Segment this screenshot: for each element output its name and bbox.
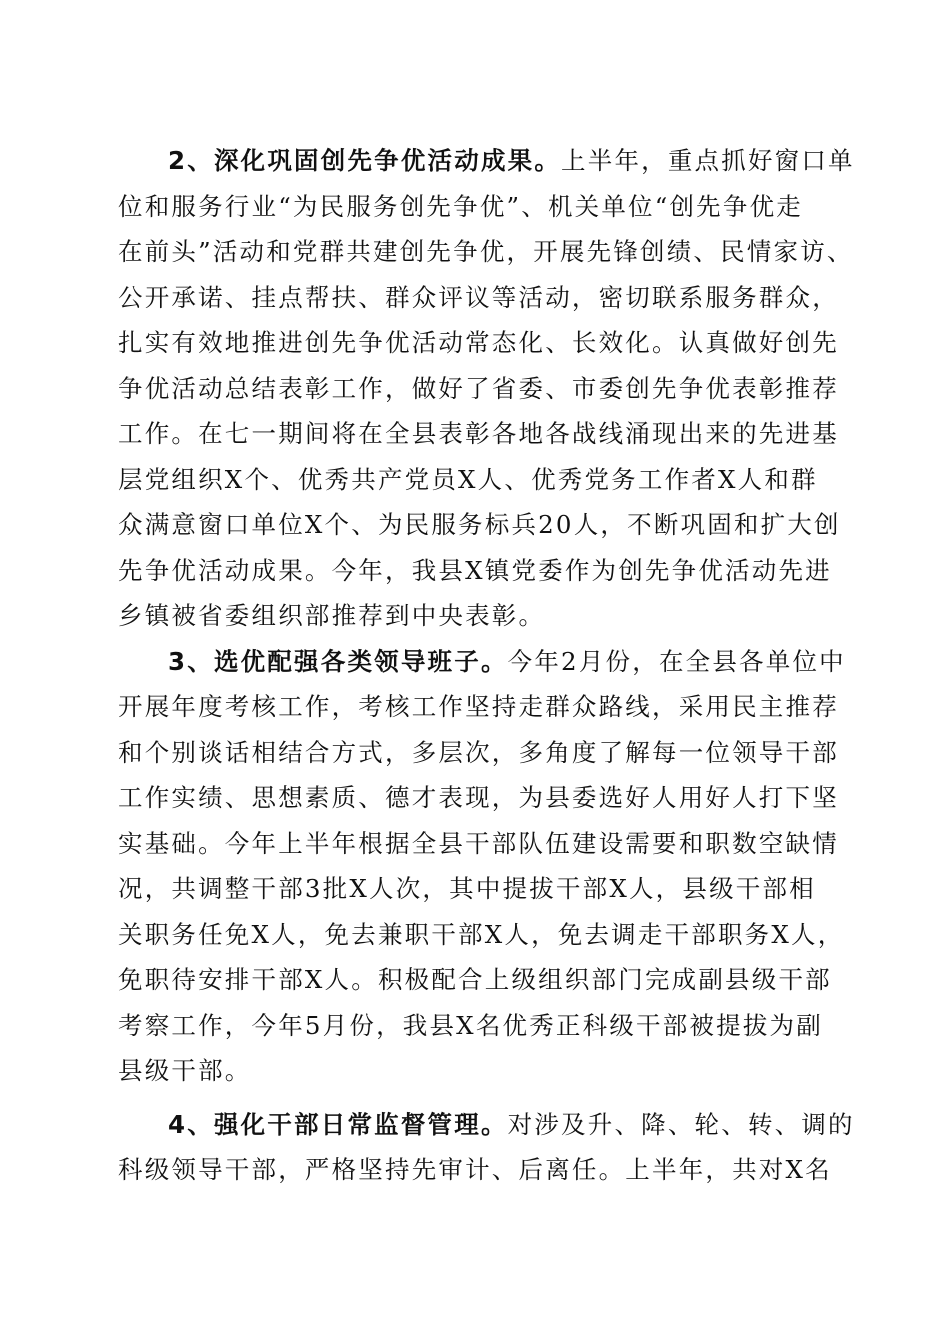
paragraph-3-line-3: 工作实绩、思想素质、德才表现，为县委选好人用好人打下坚 (118, 783, 839, 812)
paragraph-2-line-4: 扎实有效地推进创先争优活动常态化、长效化。认真做好创先 (118, 328, 839, 357)
document-body (118, 138, 855, 1193)
paragraph-4-first-line (118, 1102, 855, 1148)
paragraph-3-line-2: 和个别谈话相结合方式，多层次，多角度了解每一位领导干部 (118, 737, 839, 767)
paragraph-3-line-9: 县级干部。 (118, 1056, 252, 1085)
paragraph-4-line-0: 对涉及升、降、轮、转、调的 (507, 1109, 855, 1139)
paragraph-3-line-1: 开展年度考核工作，考核工作坚持走群众路线，采用民主推荐 (118, 692, 839, 721)
paragraph-2-line-2: 在前头”活动和党群共建创先争优，开展先锋创绩、民情家访、 (118, 237, 854, 266)
paragraph-2-line-10: 乡镇被省委组织部推荐到中央表彰。 (118, 601, 546, 630)
paragraph-2-line-3: 公开承诺、挂点帮扶、群众评议等活动，密切联系服务群众， (118, 282, 839, 312)
paragraph-2-line-8: 众满意窗口单位X个、为民服务标兵20人，不断巩固和扩大创 (118, 510, 841, 539)
paragraph-3-line-7: 免职待安排干部X人。积极配合上级组织部门完成副县级干部 (118, 965, 832, 994)
paragraph-3-line-6: 关职务任免X人，免去兼职干部X人，免去调走干部职务X人， (118, 919, 845, 949)
paragraph-2-heading: 2、深化巩固创先争优活动成果。 (168, 146, 562, 175)
paragraph-4-heading: 4、强化干部日常监督管理。 (168, 1109, 508, 1139)
paragraph-2-line-1: 位和服务行业“为民服务创先争优”、机关单位“创先争优走 (118, 191, 803, 221)
paragraph-4-line-1: 科级领导干部，严格坚持先审计、后离任。上半年，共对X名 (118, 1155, 832, 1184)
paragraph-2-line-0: 上半年，重点抓好窗口单 (561, 146, 855, 175)
paragraph-3-line-0: 今年2月份，在全县各单位中 (507, 646, 846, 676)
paragraph-3-line-5: 况，共调整干部3批X人次，其中提拔干部X人，县级干部相 (118, 874, 816, 903)
paragraph-3-line-8: 考察工作，今年5月份，我县X名优秀正科级干部被提拔为副 (118, 1010, 823, 1040)
paragraph-2-line-7: 层党组织X个、优秀共产党员X人、优秀党务工作者X人和群 (118, 464, 818, 494)
paragraph-2-line-5: 争优活动总结表彰工作，做好了省委、市委创先争优表彰推荐 (118, 373, 839, 403)
paragraph-gap (118, 1094, 838, 1102)
paragraph-3-line-4: 实基础。今年上半年根据全县干部队伍建设需要和职数空缺情 (118, 828, 839, 858)
paragraph-3-first-line (118, 639, 846, 685)
paragraph-3-heading: 3、选优配强各类领导班子。 (168, 646, 508, 676)
paragraph-2-first-line (118, 138, 855, 184)
paragraph-2-line-6: 工作。在七一期间将在全县表彰各地各战线涌现出来的先进基 (118, 419, 839, 448)
paragraph-2-line-9: 先争优活动成果。今年，我县X镇党委作为创先争优活动先进 (118, 555, 832, 585)
